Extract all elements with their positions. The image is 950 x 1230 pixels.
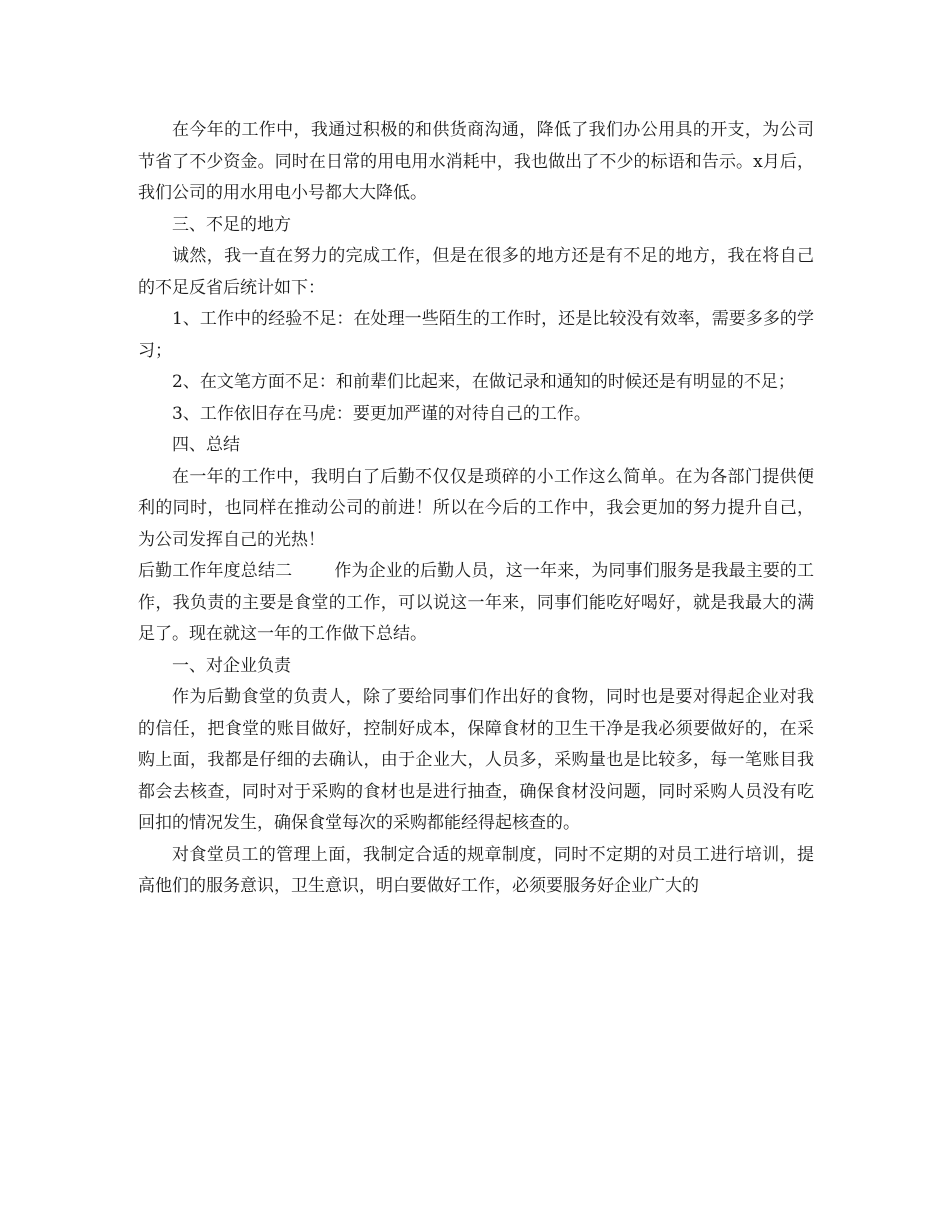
- paragraph-shortcoming-3: 3、工作依旧存在马虎：要更加严谨的对待自己的工作。: [172, 403, 591, 424]
- paragraph-summary: 在一年的工作中，我明白了后勤不仅仅是琐碎的小工作这么简单。在为各部门提供便利的同时，也同样在推动公司的前进！所以在今后的工作中，我会更加的努力提升自己，为公司发挥自己的光热！: [138, 466, 814, 550]
- heading-shortcomings: 三、不足的地方: [172, 214, 291, 235]
- paragraph-shortcoming-1: 1、工作中的经验不足：在处理一些陌生的工作时，还是比较没有效率，需要多多的学习；: [138, 309, 814, 361]
- paragraph-staff-management: 对食堂员工的管理上面，我制定合适的规章制度，同时不定期的对员工进行培训，提高他们的服务意识，卫生意识，明白要做好工作，必须要服务好企业广大的: [138, 844, 814, 896]
- paragraph-shortcoming-2: 2、在文笔方面不足：和前辈们比起来，在做记录和通知的时候还是有明显的不足；: [172, 372, 795, 392]
- paragraph-shortcomings-intro: 诚然，我一直在努力的完成工作，但是在很多的地方还是有不足的地方，我在将自己的不足反省后统计如下：: [138, 246, 814, 298]
- paragraph-section-two-intro: [138, 556, 814, 651]
- heading-summary: 四、总结: [172, 435, 240, 455]
- paragraph-procurement: 作为后勤食堂的负责人，除了要给同事们作出好的食物，同时也是要对得起企业对我的信任，把食堂的账目做好，控制好成本，保障食材的卫生干净是我必须要做好的，在采购上面，我都是仔细的去确认，由于企业大，人员多，采购量也是比较多，每一笔账目我都会去核查，同时对于采购的食材也是进行抽查，确保食材没问题，同时采购人员没有吃回扣的情况发生，确保食堂每次的采购都能经得起核查的。: [138, 687, 814, 833]
- document-body: [138, 115, 814, 903]
- paragraph-cost-saving: 在今年的工作中，我通过积极的和供货商沟通，降低了我们办公用具的开支，为公司节省了不少资金。同时在日常的用电用水消耗中，我也做出了不少的标语和告示。x月后，我们公司的用水用电小号都大大降低。: [138, 120, 814, 203]
- section-intro: 作为企业的后勤人员，这一年来，为同事们服务是我最主要的工作，我负责的主要是食堂的工作，可以说这一年来，同事们能吃好喝好，就是我最大的满足了。现在就这一年的工作做下总结。: [138, 561, 815, 644]
- heading-responsibility: 一、对企业负责: [172, 655, 291, 676]
- section-title: 后勤工作年度总结二: [138, 561, 293, 581]
